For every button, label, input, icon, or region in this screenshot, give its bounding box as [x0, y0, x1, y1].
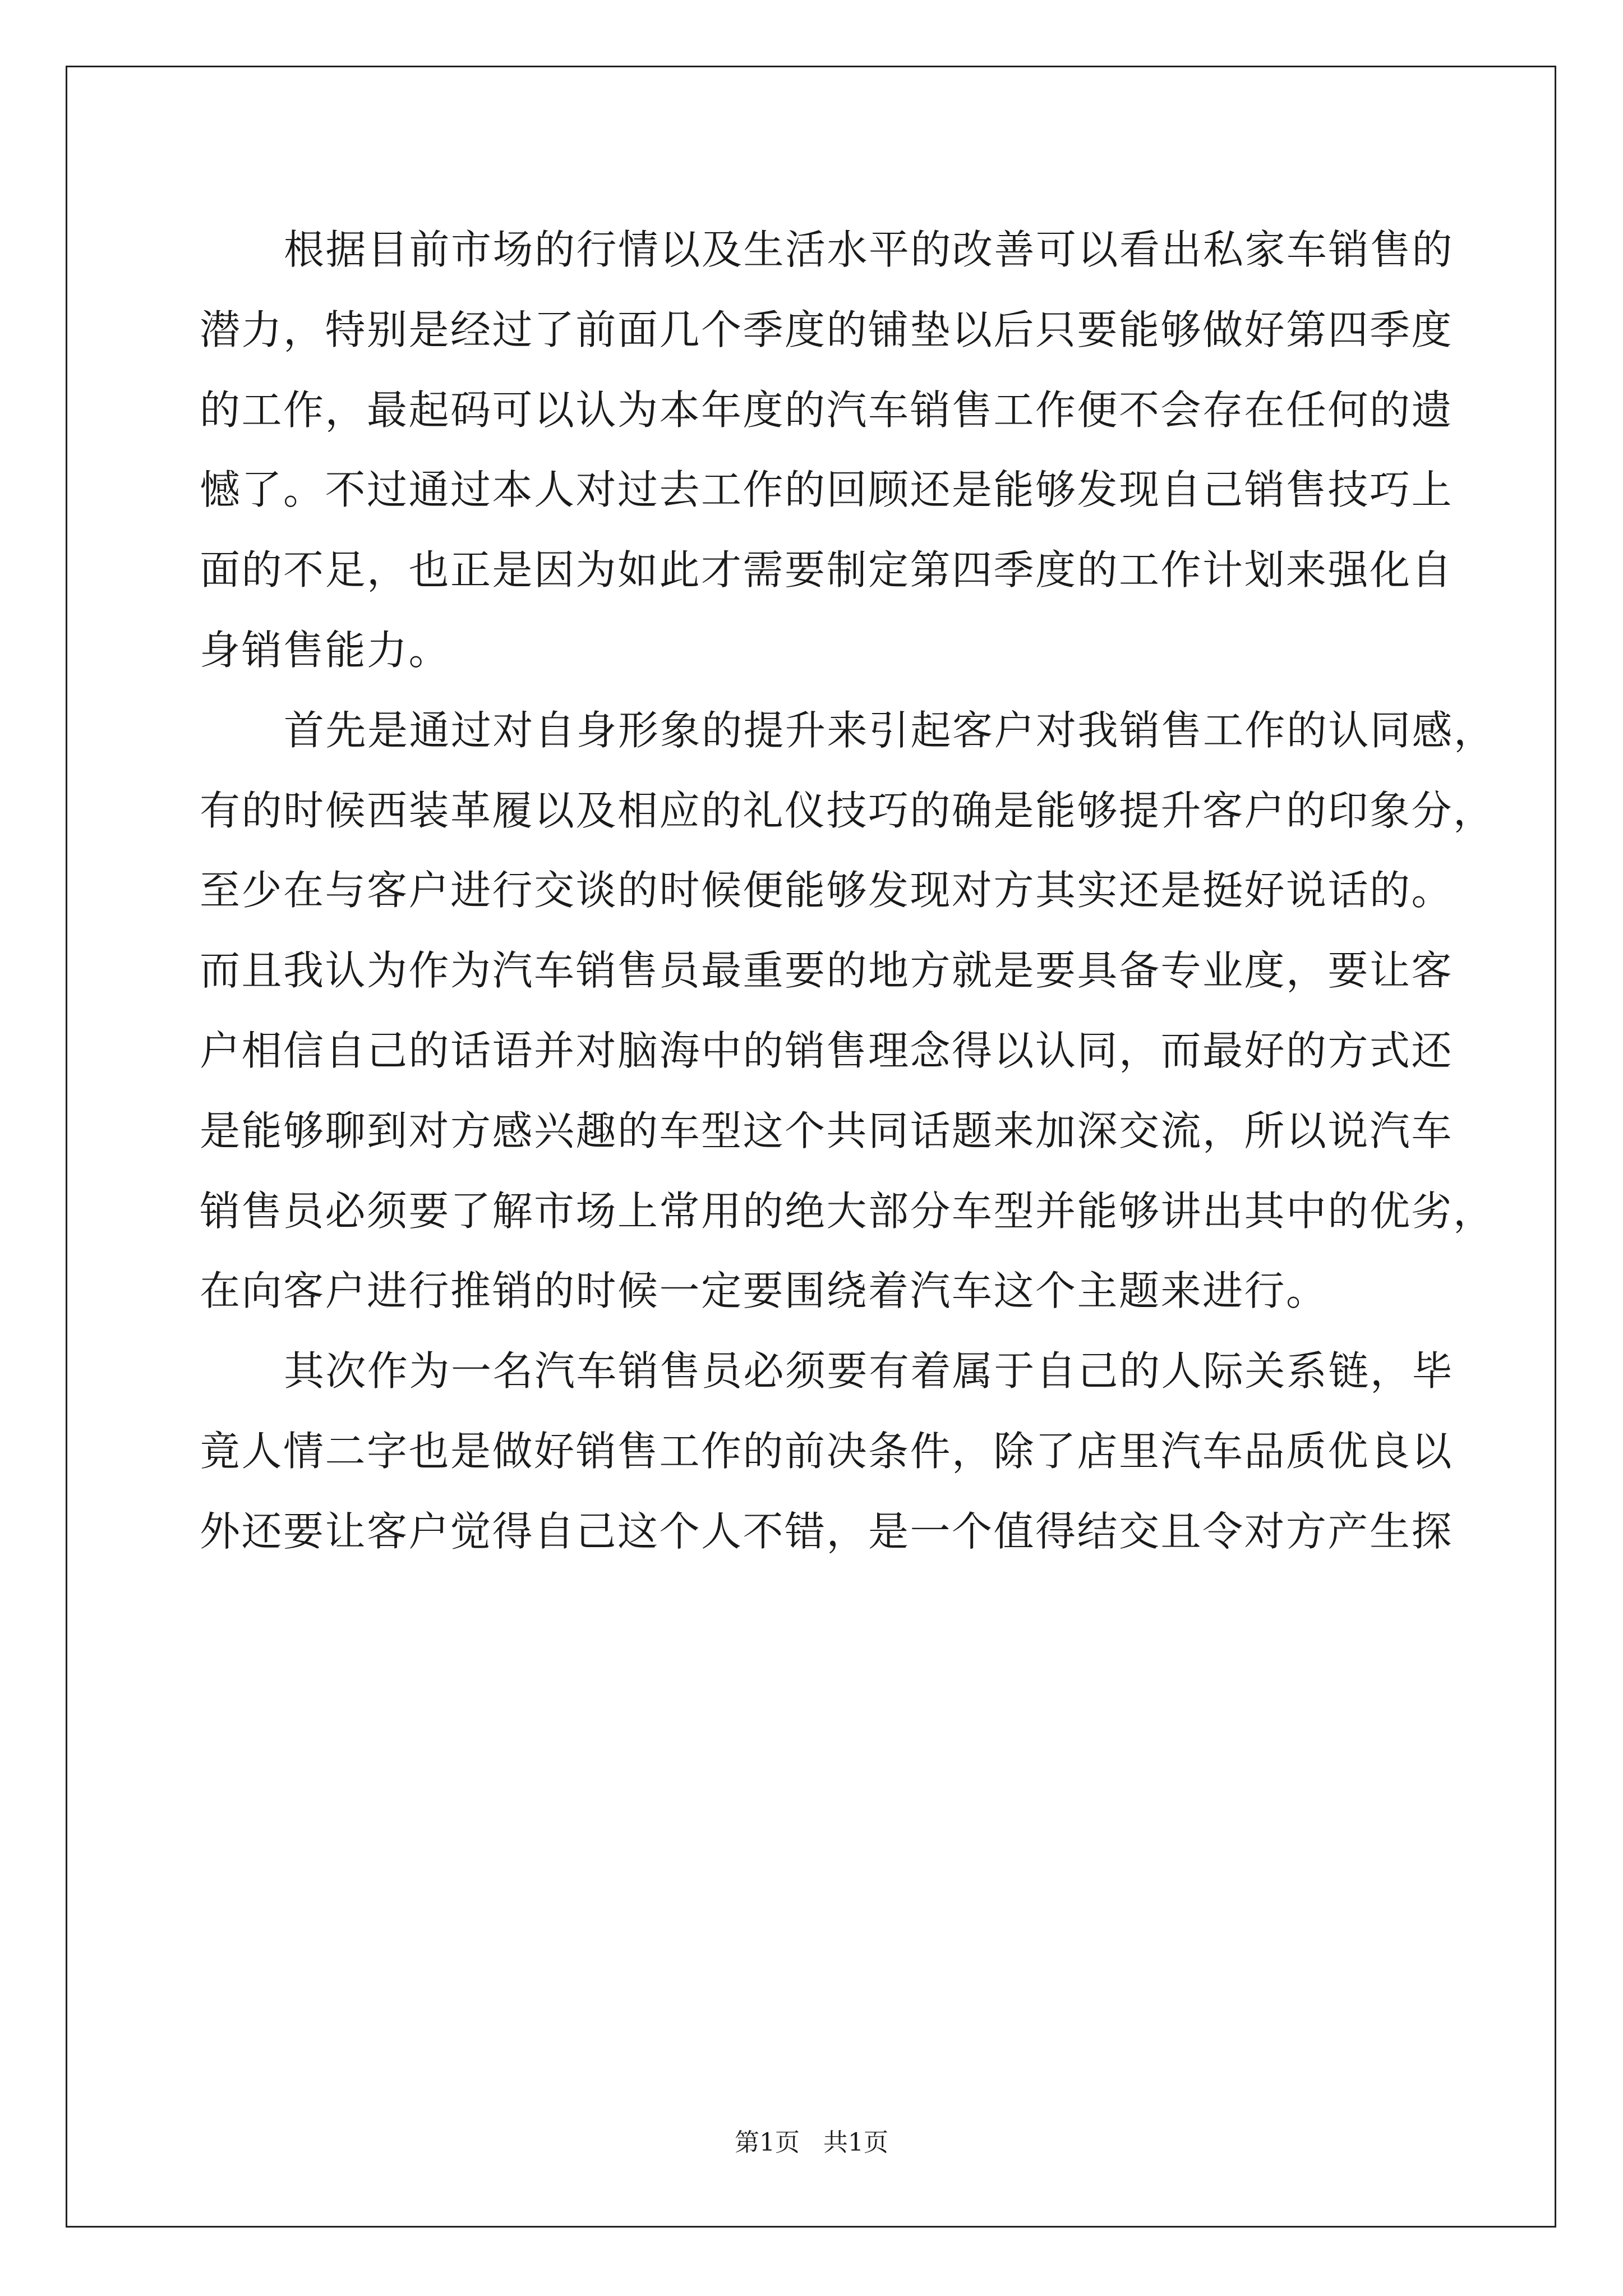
paragraph-line: 身销售能力。 [200, 626, 451, 674]
paragraph-line: 在向客户进行推销的时候一定要围绕着汽车这个主题来进行。 [200, 1267, 1328, 1315]
paragraph-line: 首先是通过对自身形象的提升来引起客户对我销售工作的认同感， [284, 706, 1496, 754]
paragraph-line: 潜力，特别是经过了前面几个季度的铺垫以后只要能够做好第四季度 [200, 306, 1454, 353]
document-body [200, 210, 1496, 1572]
paragraph-line: 而且我认为作为汽车销售员最重要的地方就是要具备专业度，要让客 [200, 947, 1454, 995]
paragraph-line: 销售员必须要了解市场上常用的绝大部分车型并能够讲出其中的优劣， [200, 1187, 1495, 1235]
page-total: 共1页 [823, 2128, 888, 2157]
paragraph-line: 其次作为一名汽车销售员必须要有着属于自己的人际关系链，毕 [284, 1347, 1454, 1395]
page-footer [0, 2126, 1623, 2160]
paragraph-line: 竟人情二字也是做好销售工作的前决条件，除了店里汽车品质优良以 [200, 1427, 1454, 1475]
page-number: 第1页 [735, 2128, 800, 2157]
paragraph-line: 有的时候西装革履以及相应的礼仪技巧的确是能够提升客户的印象分， [200, 786, 1495, 834]
paragraph-line: 至少在与客户进行交谈的时候便能够发现对方其实还是挺好说话的。 [200, 867, 1454, 914]
paragraph-line: 外还要让客户觉得自己这个人不错，是一个值得结交且令对方产生探 [200, 1507, 1454, 1555]
paragraph-line: 面的不足，也正是因为如此才需要制定第四季度的工作计划来强化自 [200, 546, 1454, 594]
paragraph-line: 憾了。不过通过本人对过去工作的回顾还是能够发现自己销售技巧上 [200, 466, 1454, 514]
paragraph-line: 是能够聊到对方感兴趣的车型这个共同话题来加深交流，所以说汽车 [200, 1107, 1454, 1154]
paragraph-line: 的工作，最起码可以认为本年度的汽车销售工作便不会存在任何的遗 [200, 386, 1454, 434]
paragraph-line: 根据目前市场的行情以及生活水平的改善可以看出私家车销售的 [284, 226, 1454, 273]
paragraph-line: 户相信自己的话语并对脑海中的销售理念得以认同，而最好的方式还 [200, 1027, 1454, 1074]
